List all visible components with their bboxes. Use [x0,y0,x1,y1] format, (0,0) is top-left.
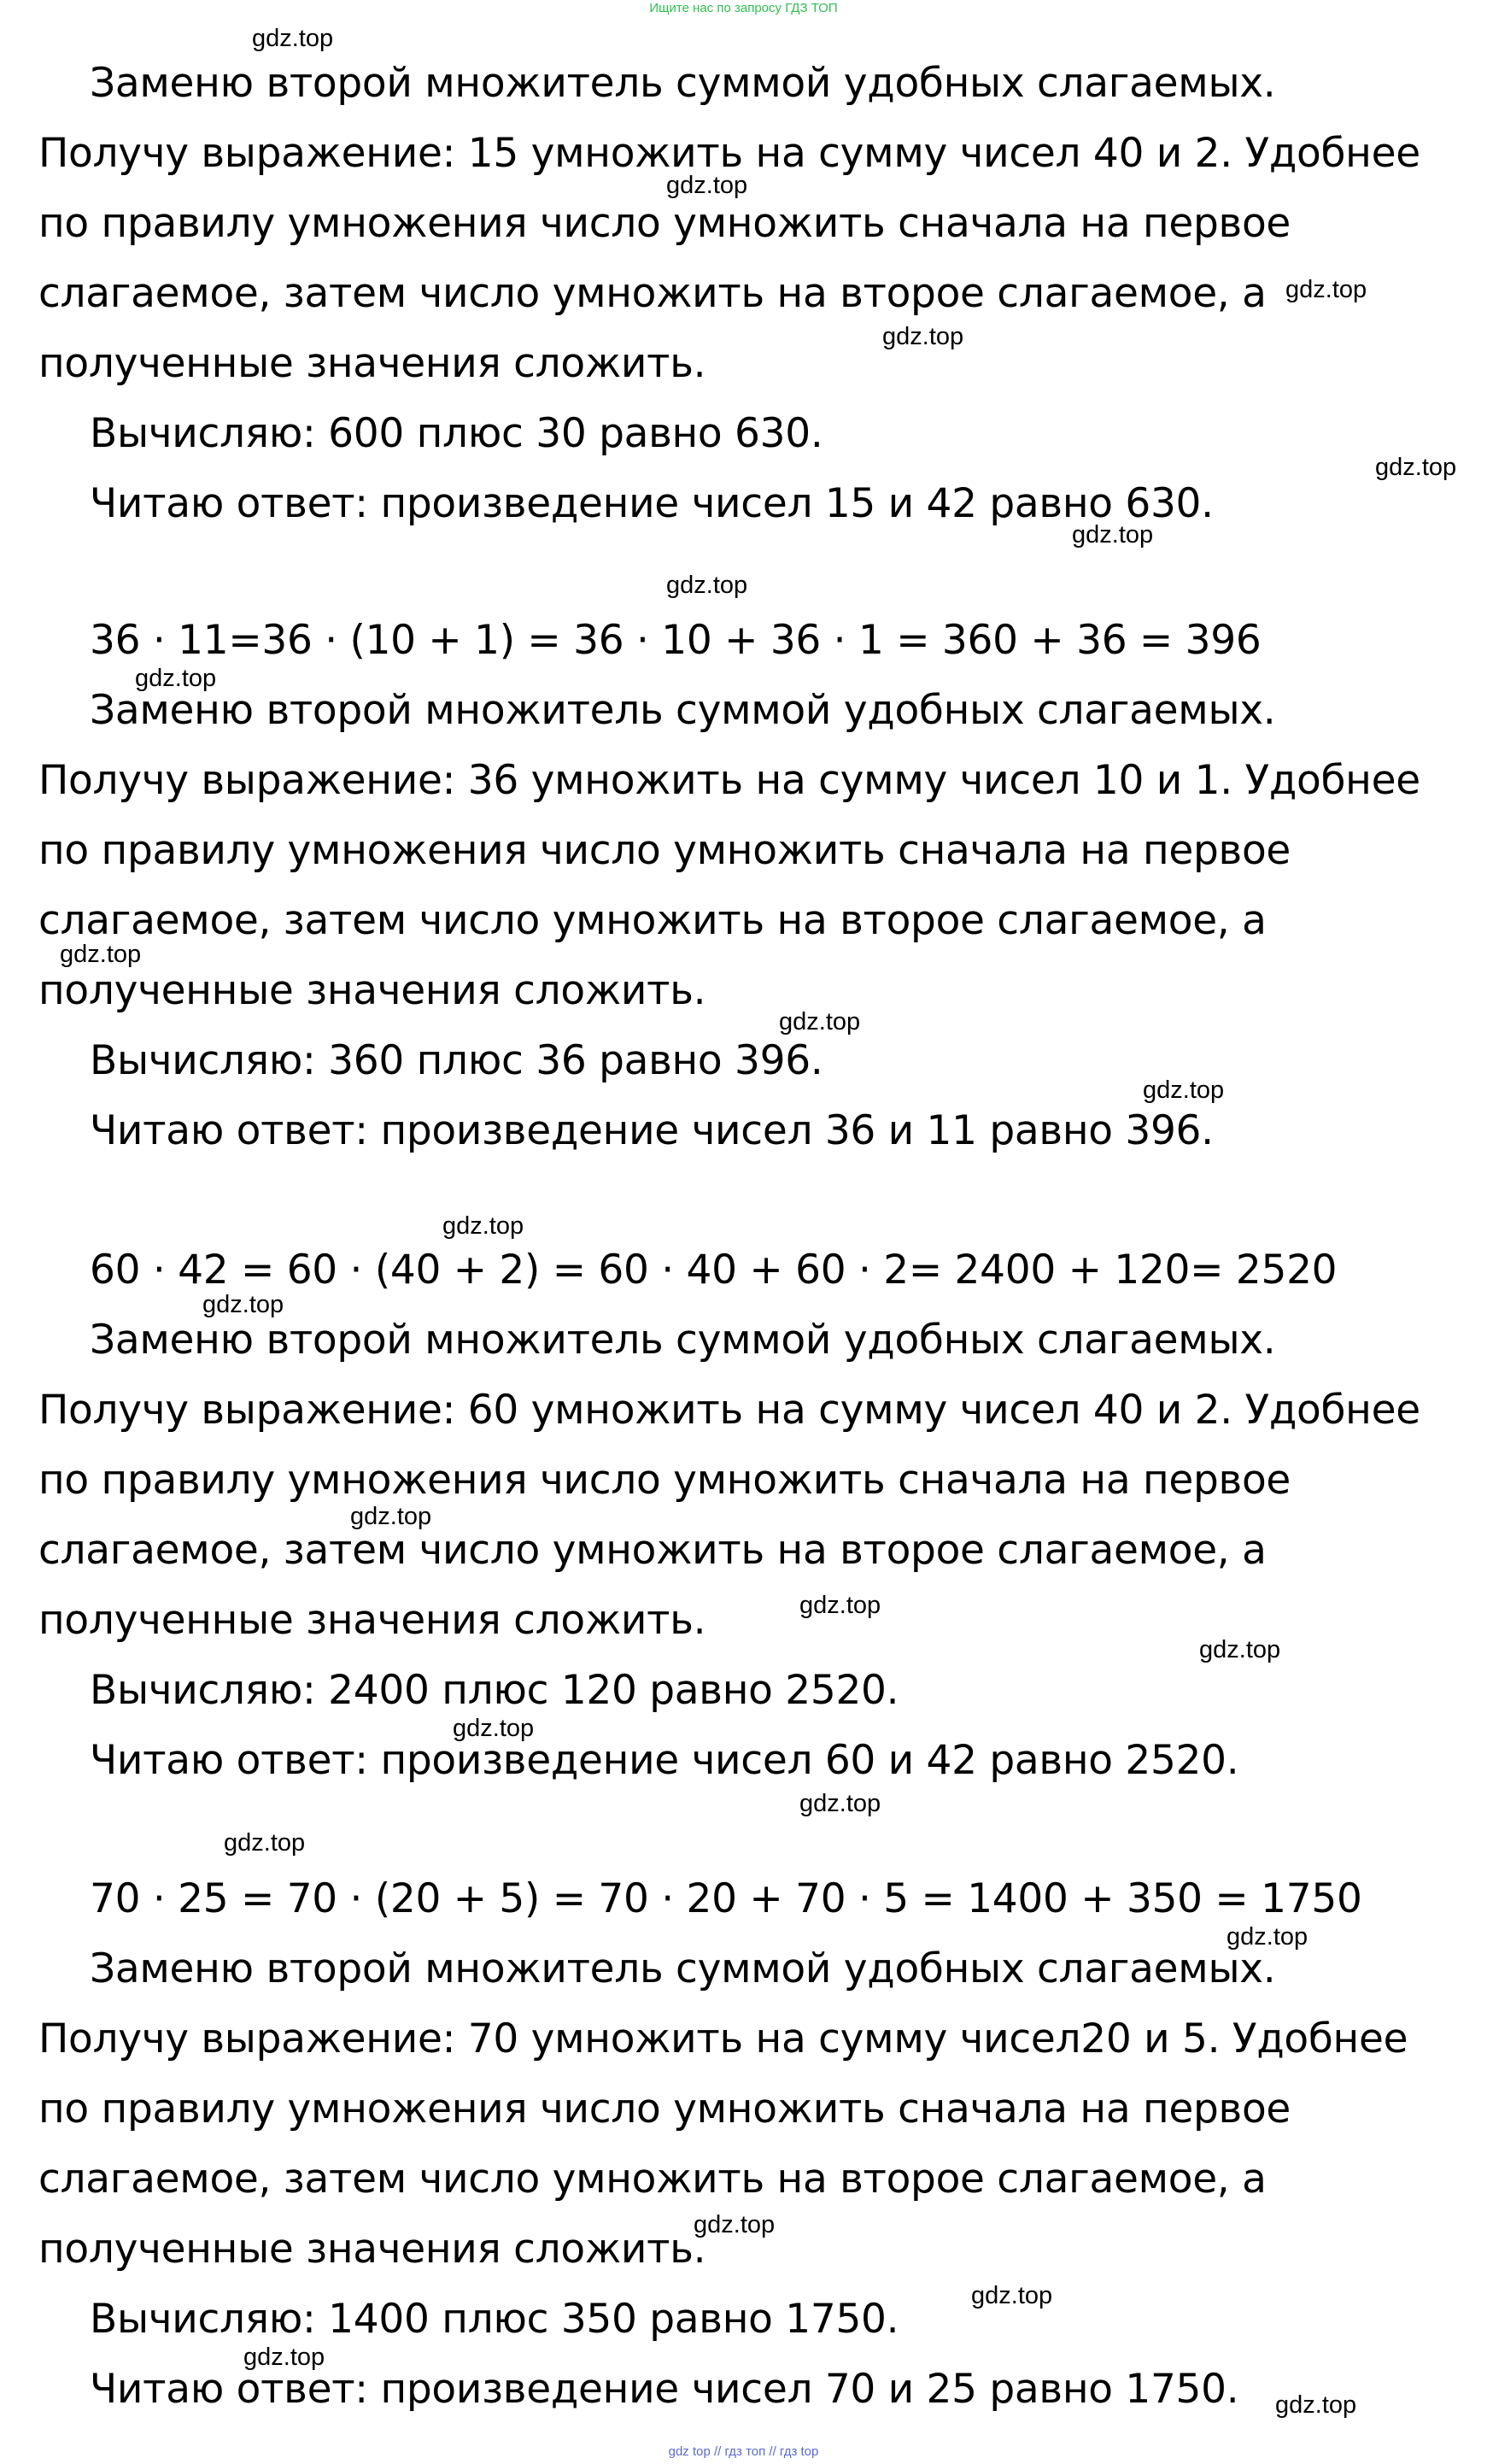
block-3-line-3: по правилу умножения число умножить сначала на первое [38,2086,1291,2133]
block-3-compute: Вычисляю: 1400 плюс 350 равно 1750. [90,2296,899,2343]
block-3-line-2: Получу выражение: 70 умножить на сумму чисел20 и 5. Удобнее [38,2015,1408,2062]
watermark: gdz.top [799,1592,881,1619]
watermark: gdz.top [1375,454,1457,481]
block-1-line-3: по правилу умножения число умножить сначала на первое [38,827,1291,874]
footer-note: gdz top // гдз топ // гдз top [668,2444,819,2459]
block-3-answer: Читаю ответ: произведение чисел 70 и 25 равно 1750. [90,2366,1239,2413]
watermark: gdz.top [202,1291,284,1318]
watermark: gdz.top [60,941,142,968]
block-1-line-4: слагаемое, затем число умножить на второе слагаемое, а [38,897,1267,944]
watermark: gdz.top [1285,276,1367,303]
block-1-line-5: полученные значения сложить. [38,967,706,1014]
block-3-equation: 70 · 25 = 70 · (20 + 5) = 70 · 20 + 70 · 5 = 1400 + 350 = 1750 [90,1875,1362,1922]
watermark: gdz.top [779,1008,861,1035]
block-2-line-4: слагаемое, затем число умножить на второе слагаемое, а [38,1527,1267,1574]
block-1-answer: Читаю ответ: произведение чисел 36 и 11 равно 396. [90,1107,1214,1154]
watermark: gdz.top [1072,521,1154,549]
intro-line-2: Получу выражение: 15 умножить на сумму чисел 40 и 2. Удобнее [38,130,1420,177]
watermark: gdz.top [135,665,217,692]
watermark: gdz.top [442,1212,524,1240]
block-1-line-1: Заменю второй множитель суммой удобных слагаемых. [90,687,1276,734]
watermark: gdz.top [799,1790,881,1817]
watermark: gdz.top [694,2211,776,2238]
watermark: gdz.top [1199,1636,1281,1663]
intro-line-1: Заменю второй множитель суммой удобных слагаемых. [90,60,1276,107]
block-1-equation: 36 · 11=36 · (10 + 1) = 36 · 10 + 36 · 1 = 360 + 36 = 396 [90,617,1262,664]
intro-compute: Вычисляю: 600 плюс 30 равно 630. [90,410,823,457]
block-2-compute: Вычисляю: 2400 плюс 120 равно 2520. [90,1667,899,1714]
watermark: gdz.top [1143,1077,1225,1104]
block-2-line-3: по правилу умножения число умножить сначала на первое [38,1457,1291,1504]
watermark: gdz.top [882,323,964,350]
watermark: gdz.top [1275,2391,1357,2419]
intro-line-3: по правилу умножения число умножить сначала на первое [38,200,1291,247]
watermark: gdz.top [453,1715,535,1742]
intro-answer: Читаю ответ: произведение чисел 15 и 42 равно 630. [90,480,1214,527]
block-2-answer: Читаю ответ: произведение чисел 60 и 42 равно 2520. [90,1737,1239,1784]
watermark: gdz.top [243,2344,325,2371]
watermark: gdz.top [971,2282,1053,2309]
watermark: gdz.top [1226,1923,1308,1951]
block-2-line-1: Заменю второй множитель суммой удобных слагаемых. [90,1317,1276,1364]
block-1-compute: Вычисляю: 360 плюс 36 равно 396. [90,1037,823,1084]
block-2-equation: 60 · 42 = 60 · (40 + 2) = 60 · 40 + 60 · 2= 2400 + 120= 2520 [90,1247,1338,1294]
watermark: gdz.top [224,1829,306,1857]
intro-line-5: полученные значения сложить. [38,340,706,387]
block-3-line-5: полученные значения сложить. [38,2226,706,2273]
watermark: gdz.top [666,572,748,599]
block-2-line-5: полученные значения сложить. [38,1597,706,1644]
block-2-line-2: Получу выражение: 60 умножить на сумму чисел 40 и 2. Удобнее [38,1387,1420,1434]
block-3-line-4: слагаемое, затем число умножить на второе слагаемое, а [38,2156,1267,2203]
header-note: Ищите нас по запросу ГДЗ ТОП [649,1,838,15]
block-1-line-2: Получу выражение: 36 умножить на сумму чисел 10 и 1. Удобнее [38,757,1420,804]
watermark: gdz.top [252,25,334,52]
watermark: gdz.top [666,172,748,199]
watermark: gdz.top [350,1503,432,1530]
block-3-line-1: Заменю второй множитель суммой удобных слагаемых. [90,1945,1276,1992]
intro-line-4: слагаемое, затем число умножить на второе слагаемое, а [38,270,1267,317]
